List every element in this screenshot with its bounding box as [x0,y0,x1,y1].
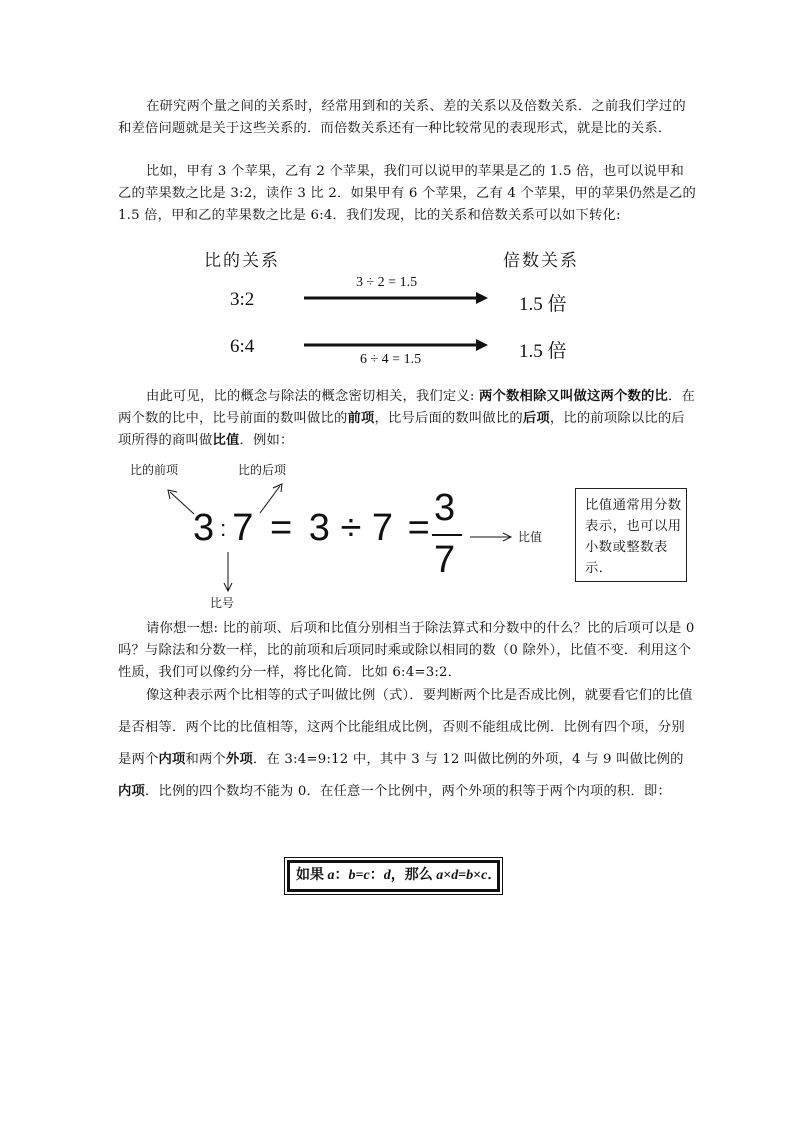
ratio-value-2: 6:4 [230,336,255,357]
div-back: 7 [371,507,393,549]
ratio-sign-arrow [224,552,232,591]
conversion-equation-1: 3 ÷ 2 = 1.5 [356,275,418,290]
label-ratio-value: 比值 [518,530,543,544]
intro-paragraph-1: 在研究两个量之间的关系时，经常用到和的关系、差的关系以及倍数关系．之前我们学过的和差倍问题就是关于这些关系的．而倍数关系还有一种比较常见的表现形式，就是比的关系． [118,99,686,136]
front-term-label: 前项 [347,411,375,426]
conversion-arrow-2 [304,339,488,351]
ratio-expression [193,508,430,553]
equals-1: = [269,507,293,549]
proportion-formula-box: 如果 a：b=c：d，那么 a×d=b×c． [287,860,500,892]
ratio-relation-header: 比的关系 [204,251,280,271]
divide-sign: ÷ [340,507,362,549]
ratio-colon: : [220,516,227,541]
inner-term-label-2: 内项 [118,784,145,799]
ratio-value-1: 3:2 [230,289,255,310]
back-term-label: 后项 [522,411,550,426]
ratio-back: 7 [232,507,254,549]
definition-paragraph: 由此可见，比的概念与除法的概念密切相关，我们定义: 两个数相除又叫做这两个数的比．在两个数的比中，比号前面的数叫做比的前项，比号后面的数叫做比的后项，比的前项除以比的后项所得的商叫做比值．例如： [118,389,695,448]
multiple-relation-header: 倍数关系 [503,251,579,271]
div-front: 3 [308,507,330,549]
front-term-arrow [168,490,194,514]
ratio-value-label: 比值 [212,433,240,448]
conversion-arrow-1 [304,292,488,304]
question-paragraph: 请你想一想: 比的前项、后项和比值分别相当于除法算式和分数中的什么？比的后项可以是 0 吗？与除法和分数一样，比的前项和后项同时乘或除以相同的数（0 除外），比值不变．利用这个性质，我们可以像约分一样，将比化简．比如 6:4=3:2． [118,621,695,680]
value-arrow [470,533,511,541]
proportion-paragraph: 像这种表示两个比相等的式子叫做比例（式）．要判断两个比是否成比例，就要看它们的比值是否相等．两个比的比值相等，这两个比能组成比例，否则不能组成比例．比例有四个项，分别是两个内项和两个外项．在 3:4=9:12 中，其中 3 与 12 叫做比例的外项，4 与 9 叫做比例的内项．比例的四个数均不能为 0．在任意一个比例中，两个外项的积等于两个内项的积．即： [118,688,693,799]
multiple-result-1: 1.5 倍 [519,294,567,315]
definition-term: 两个数相除又叫做这两个数的比 [479,389,668,404]
equals-2: = [407,507,430,549]
label-front-term: 比的前项 [130,463,179,477]
intro-paragraph-2: 比如，甲有 3 个苹果，乙有 2 个苹果，我们可以说甲的苹果是乙的 1.5 倍，也可以说甲和乙的苹果数之比是 3:2，读作 3 比 2．如果甲有 6 个苹果，乙有 4 个苹果，甲的苹果仍然是乙的 1.5 倍，甲和乙的苹果数之比是 6:4．我们发现，比的关系和倍数关系可以如下转化: [118,164,696,223]
label-ratio-sign: 比号 [210,596,235,610]
fraction-denominator: 7 [434,539,456,581]
inner-term-label: 内项 [158,752,186,767]
ratio-front: 3 [193,507,215,549]
conversion-equation-2: 6 ÷ 4 = 1.5 [360,352,422,367]
fraction-numerator: 3 [434,487,456,529]
ratio-value-note-box: 比值通常用分数表示，也可以用小数或整数表示． [575,488,687,582]
outer-term-label: 外项 [226,752,253,767]
multiple-result-2: 1.5 倍 [519,341,567,362]
label-back-term: 比的后项 [238,463,287,477]
